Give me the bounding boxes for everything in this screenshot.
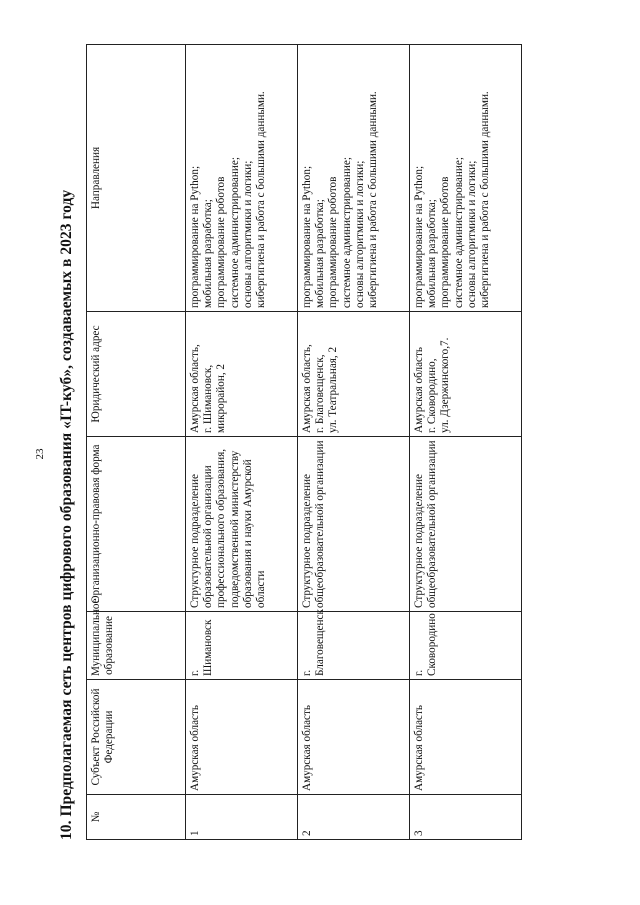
row-subject: Амурская область <box>298 680 410 795</box>
row-number: 3 <box>410 795 522 840</box>
row-directions: программирование на Python; мобильная разработка; программирование роботов системное администрирование; основы алгоритмики и логики; кибергигиена и работа с большими данными. <box>410 45 522 312</box>
it-cube-centers-table <box>86 44 522 840</box>
row-municipality: г. Сковородино <box>410 612 522 680</box>
row-legal-form: Структурное подразделение образовательной организации профессионального образования, подведомственной министерству образования и науки Амурской области <box>186 437 298 612</box>
table-header-row <box>87 45 186 840</box>
rotated-page-content <box>48 25 593 855</box>
row-legal-form: Структурное подразделение общеобразовательной организации <box>410 437 522 612</box>
row-legal-address: Амурская область г. Сковородино, ул. Дзержинского,7. <box>410 312 522 437</box>
header-directions: Направления <box>87 45 186 312</box>
row-subject: Амурская область <box>410 680 522 795</box>
row-legal-form: Структурное подразделение общеобразовательной организации <box>298 437 410 612</box>
table-row <box>298 45 410 840</box>
row-subject: Амурская область <box>186 680 298 795</box>
document-title: 10. Предполагаемая сеть центров цифрового образования «IT-куб», создаваемых в 2023 году <box>58 189 75 840</box>
table-row <box>186 45 298 840</box>
row-directions: программирование на Python; мобильная разработка; программирование роботов системное администрирование; основы алгоритмики и логики; кибергигиена и работа с большими данными. <box>186 45 298 312</box>
row-legal-address: Амурская область, г. Шимановск, микрорайон, 2 <box>186 312 298 437</box>
row-number: 2 <box>298 795 410 840</box>
table-row <box>410 45 522 840</box>
row-municipality: г. Благовещенск <box>298 612 410 680</box>
row-municipality: г. Шимановск <box>186 612 298 680</box>
header-number: № <box>87 795 186 840</box>
header-municipality: Муниципальное образование <box>87 612 186 680</box>
header-legal-address: Юридический адрес <box>87 312 186 437</box>
page-number: 23 <box>34 448 46 460</box>
header-subject: Субъект Российской Федерации <box>87 680 186 795</box>
header-legal-form: Организационно-правовая форма <box>87 437 186 612</box>
row-number: 1 <box>186 795 298 840</box>
row-directions: программирование на Python; мобильная разработка; программирование роботов системное администрирование; основы алгоритмики и логики; кибергигиена и работа с большими данными. <box>298 45 410 312</box>
row-legal-address: Амурская область, г. Благовещенск, ул. Театральная, 2 <box>298 312 410 437</box>
